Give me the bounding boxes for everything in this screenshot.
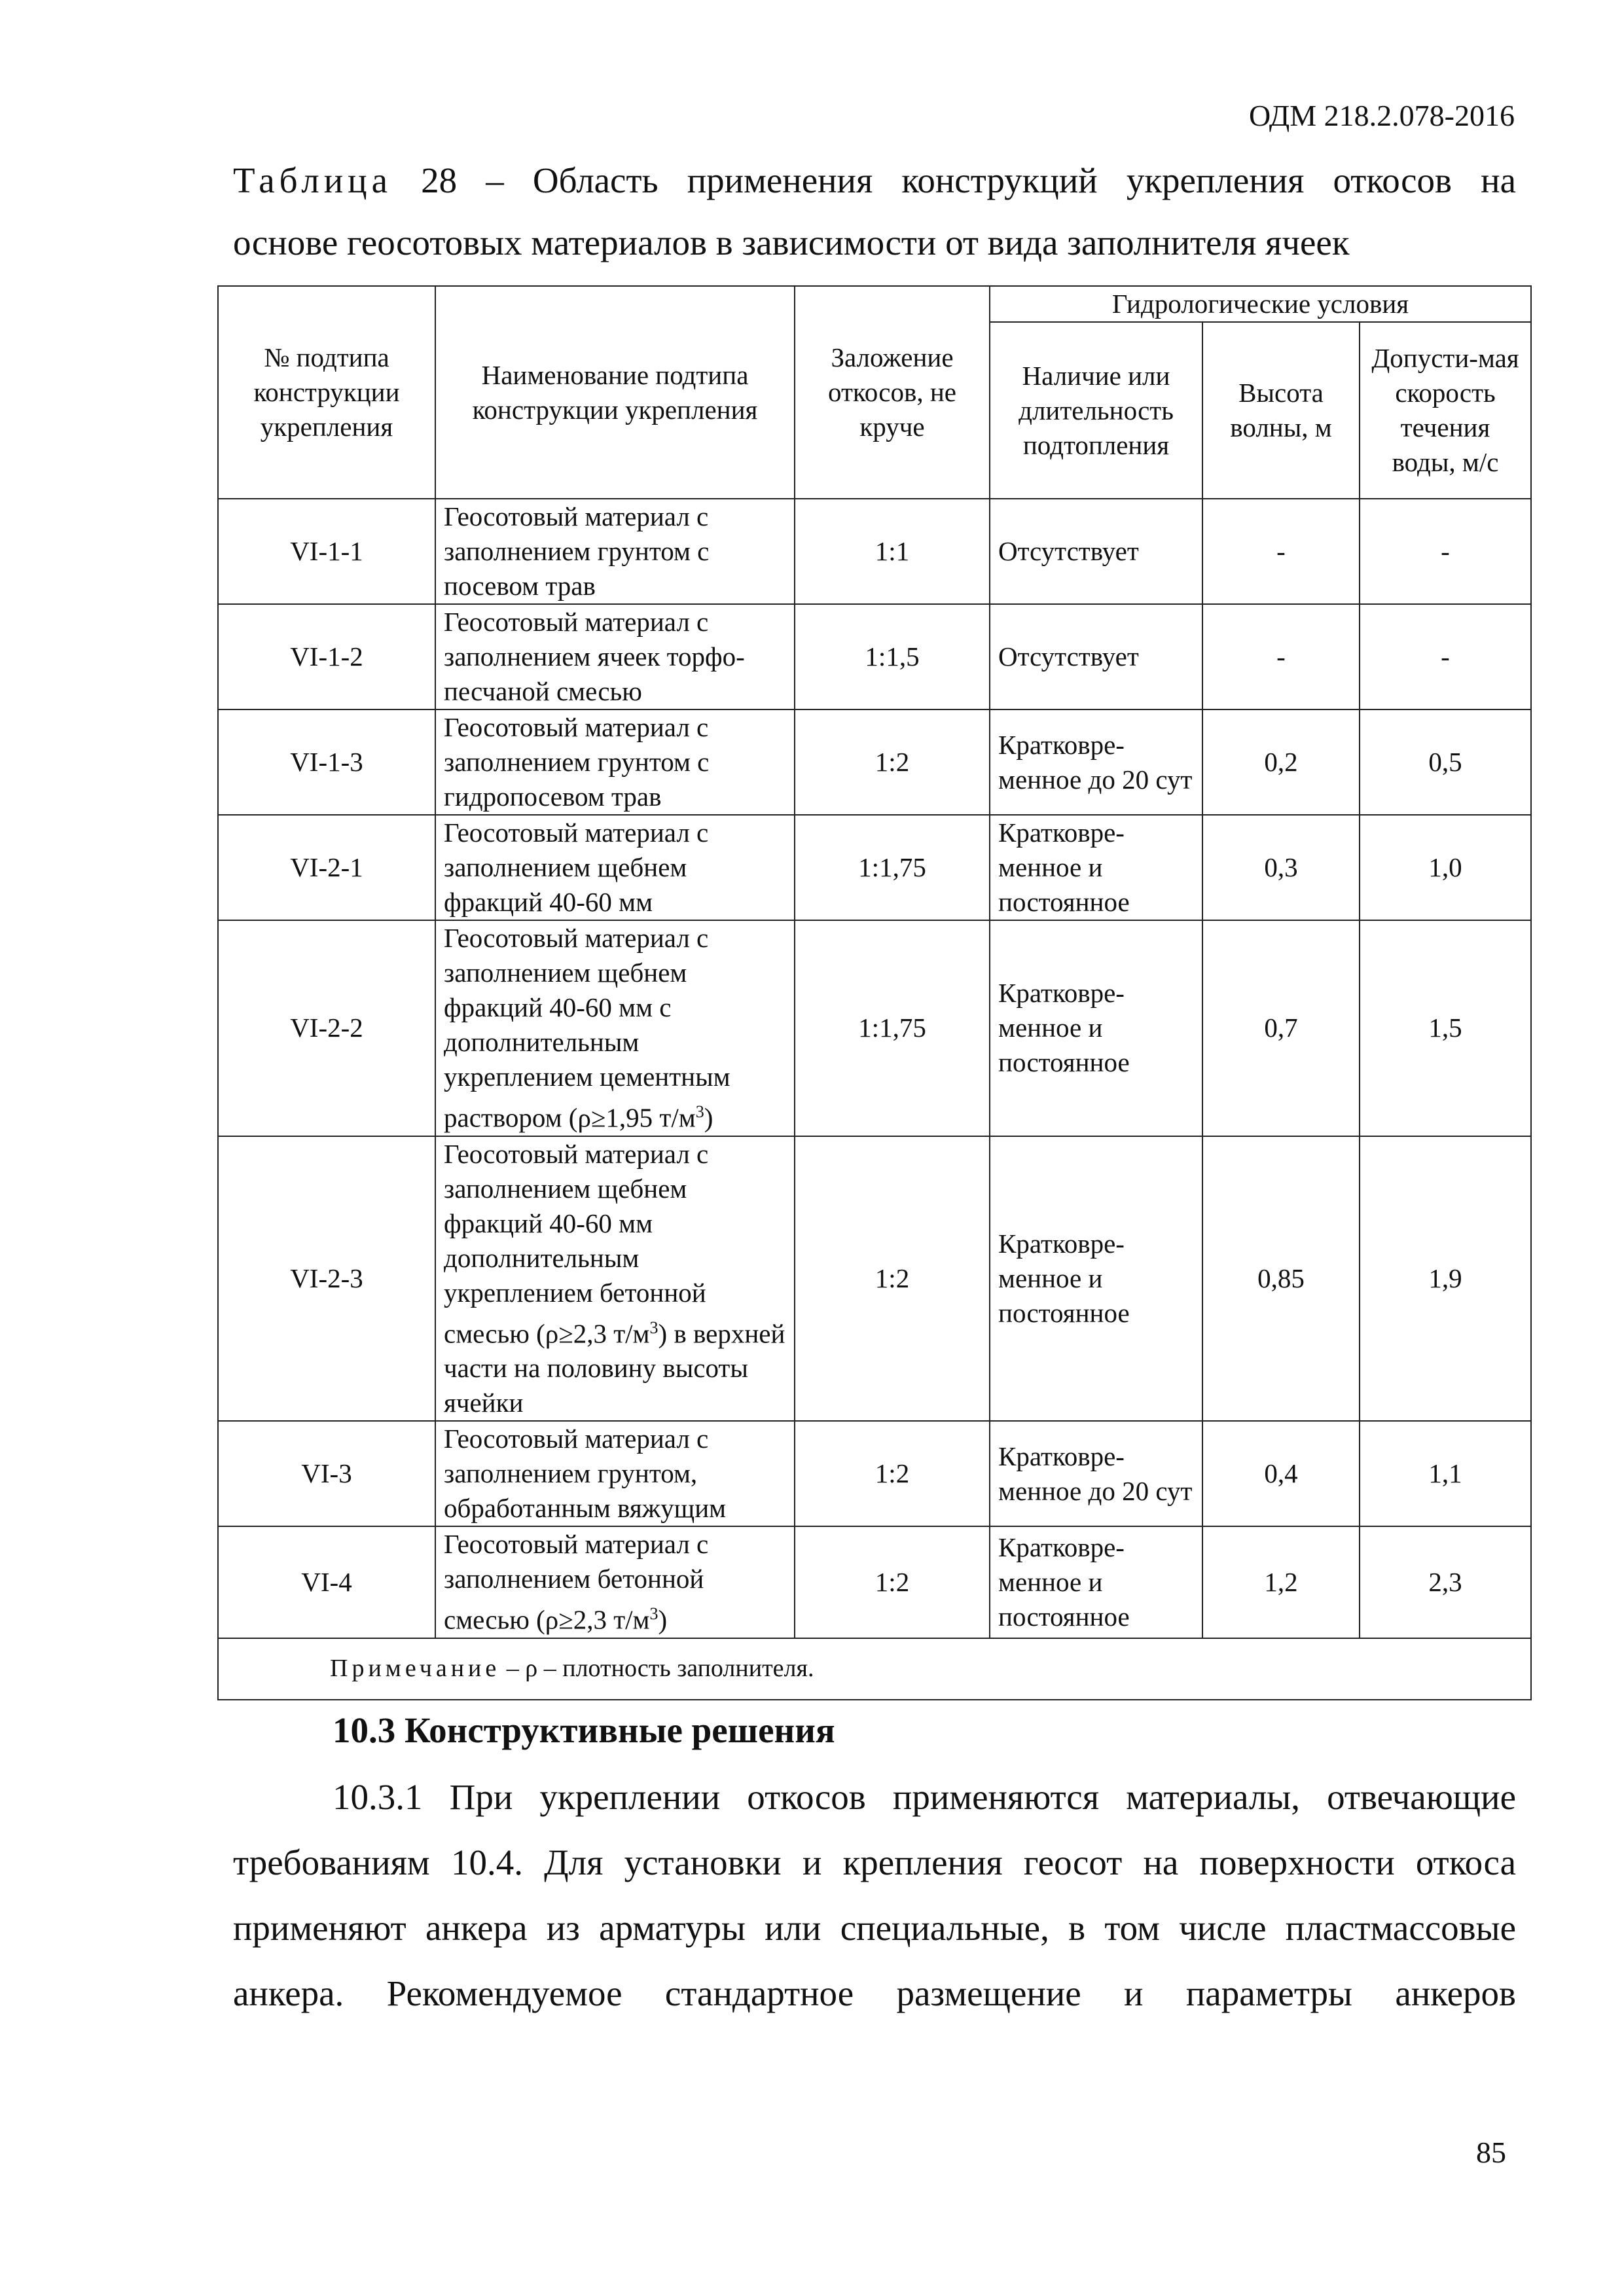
body-paragraph: 10.3.1 При укреплении откосов применяются материалы, отвечающие требованиям 10.4. Для установки и крепления геосот на поверхности откоса применяют анкера из арматуры или специальные, в том числе пластмассовые анкера. Рекомендуемое стандартное размещение и параметры анкеров <box>233 1777 1516 2013</box>
cell-wave-height: 0,3 <box>1202 815 1360 920</box>
table-row <box>218 1421 1531 1526</box>
table-row <box>218 1136 1531 1422</box>
table-row <box>218 709 1531 815</box>
header-flooding: Наличие или длительность подтопления <box>990 322 1202 499</box>
cell-flooding: Отсутствует <box>990 499 1202 604</box>
cell-wave-height: 0,2 <box>1202 709 1360 815</box>
document-code: ОДМ 218.2.078-2016 <box>1248 99 1515 132</box>
cell-subtype-id: VI-3 <box>218 1421 435 1526</box>
cell-subtype-name: Геосотовый материал с заполнением грунтом, обработанным вяжущим <box>435 1421 795 1526</box>
cell-subtype-id: VI-2-3 <box>218 1136 435 1422</box>
caption-text-line1: 28 – Область применения конструкций укрепления откосов на <box>421 160 1516 200</box>
superscript: 3 <box>649 1318 659 1337</box>
application-table <box>217 285 1532 1700</box>
note-text: – ρ – плотность заполнителя. <box>500 1655 814 1683</box>
table-row <box>218 815 1531 920</box>
superscript: 3 <box>649 1604 659 1624</box>
cell-subtype-id: VI-2-2 <box>218 920 435 1136</box>
note-label: Примечание <box>330 1655 501 1683</box>
cell-wave-height: 0,85 <box>1202 1136 1360 1422</box>
cell-flooding: Кратковре-менное до 20 сут <box>990 1421 1202 1526</box>
cell-subtype-name: Геосотовый материал с заполнением ячеек торфо-песчаной смесью <box>435 604 795 709</box>
superscript: 3 <box>695 1102 704 1121</box>
cell-slope: 1:2 <box>795 1526 990 1638</box>
table-caption <box>233 149 1516 274</box>
cell-wave-height: - <box>1202 604 1360 709</box>
cell-slope: 1:1 <box>795 499 990 604</box>
header-flow-speed: Допусти-мая скорость течения воды, м/с <box>1360 322 1531 499</box>
cell-subtype-id: VI-1-2 <box>218 604 435 709</box>
cell-slope: 1:1,75 <box>795 920 990 1136</box>
cell-wave-height: 0,4 <box>1202 1421 1360 1526</box>
caption-label: Таблица <box>233 160 392 200</box>
cell-subtype-name: Геосотовый материал с заполнением грунтом с посевом трав <box>435 499 795 604</box>
cell-subtype-name-text: Геосотовый материал с заполнением бетонной смесью (ρ≥2,3 т/м <box>444 1529 709 1635</box>
cell-flow-speed: - <box>1360 604 1531 709</box>
cell-subtype-name-text: Геосотовый материал с заполнением щебнем фракций 40-60 мм с дополнительным укреплением цементным раствором (ρ≥1,95 т/м <box>444 923 731 1133</box>
section-heading: 10.3 Конструктивные решения <box>333 1710 835 1750</box>
cell-flow-speed: 1,9 <box>1360 1136 1531 1422</box>
table-row <box>218 499 1531 604</box>
cell-subtype-id: VI-1-1 <box>218 499 435 604</box>
table-row <box>218 604 1531 709</box>
cell-slope: 1:2 <box>795 1421 990 1526</box>
cell-flooding: Кратковре-менное до 20 сут <box>990 709 1202 815</box>
table-note <box>218 1638 1531 1700</box>
cell-subtype-name <box>435 1526 795 1638</box>
cell-flow-speed: 2,3 <box>1360 1526 1531 1638</box>
header-wave-height: Высота волны, м <box>1202 322 1360 499</box>
header-hydro-conditions: Гидрологические условия <box>990 286 1531 322</box>
cell-flow-speed: 1,5 <box>1360 920 1531 1136</box>
cell-subtype-id: VI-2-1 <box>218 815 435 920</box>
cell-flow-speed: 1,0 <box>1360 815 1531 920</box>
header-subtype-no: № подтипа конструкции укрепления <box>218 286 435 499</box>
cell-slope: 1:1,5 <box>795 604 990 709</box>
cell-subtype-name: Геосотовый материал с заполнением щебнем фракций 40-60 мм <box>435 815 795 920</box>
cell-flooding: Кратковре-менное и постоянное <box>990 1526 1202 1638</box>
page-number: 85 <box>1476 2136 1506 2169</box>
header-slope: Заложение откосов, не круче <box>795 286 990 499</box>
cell-wave-height: 0,7 <box>1202 920 1360 1136</box>
cell-subtype-name <box>435 1136 795 1422</box>
cell-flooding: Кратковре-менное и постоянное <box>990 920 1202 1136</box>
cell-flow-speed: - <box>1360 499 1531 604</box>
cell-subtype-name-end: ) <box>658 1604 668 1635</box>
table-note-row <box>218 1638 1531 1700</box>
table-row <box>218 920 1531 1136</box>
cell-slope: 1:2 <box>795 1136 990 1422</box>
cell-flooding: Кратковре-менное и постоянное <box>990 1136 1202 1422</box>
header-subtype-name: Наименование подтипа конструкции укрепления <box>435 286 795 499</box>
cell-flow-speed: 1,1 <box>1360 1421 1531 1526</box>
cell-subtype-name-end: ) <box>704 1102 713 1133</box>
cell-slope: 1:1,75 <box>795 815 990 920</box>
cell-subtype-name <box>435 920 795 1136</box>
caption-text-line2: основе геосотовых материалов в зависимости от вида заполнителя ячеек <box>233 223 1350 262</box>
cell-flow-speed: 0,5 <box>1360 709 1531 815</box>
cell-subtype-name-text: Геосотовый материал с заполнением щебнем фракций 40-60 мм дополнительным укреплением бетонной смесью (ρ≥2,3 т/м <box>444 1138 709 1349</box>
cell-wave-height: - <box>1202 499 1360 604</box>
cell-subtype-id: VI-1-3 <box>218 709 435 815</box>
cell-flooding: Отсутствует <box>990 604 1202 709</box>
cell-subtype-name-end: ) в верхней части на половину высоты ячейки <box>444 1318 785 1418</box>
cell-slope: 1:2 <box>795 709 990 815</box>
cell-flooding: Кратковре-менное и постоянное <box>990 815 1202 920</box>
table-row <box>218 1526 1531 1638</box>
cell-wave-height: 1,2 <box>1202 1526 1360 1638</box>
cell-subtype-name: Геосотовый материал с заполнением грунтом с гидропосевом трав <box>435 709 795 815</box>
cell-subtype-id: VI-4 <box>218 1526 435 1638</box>
